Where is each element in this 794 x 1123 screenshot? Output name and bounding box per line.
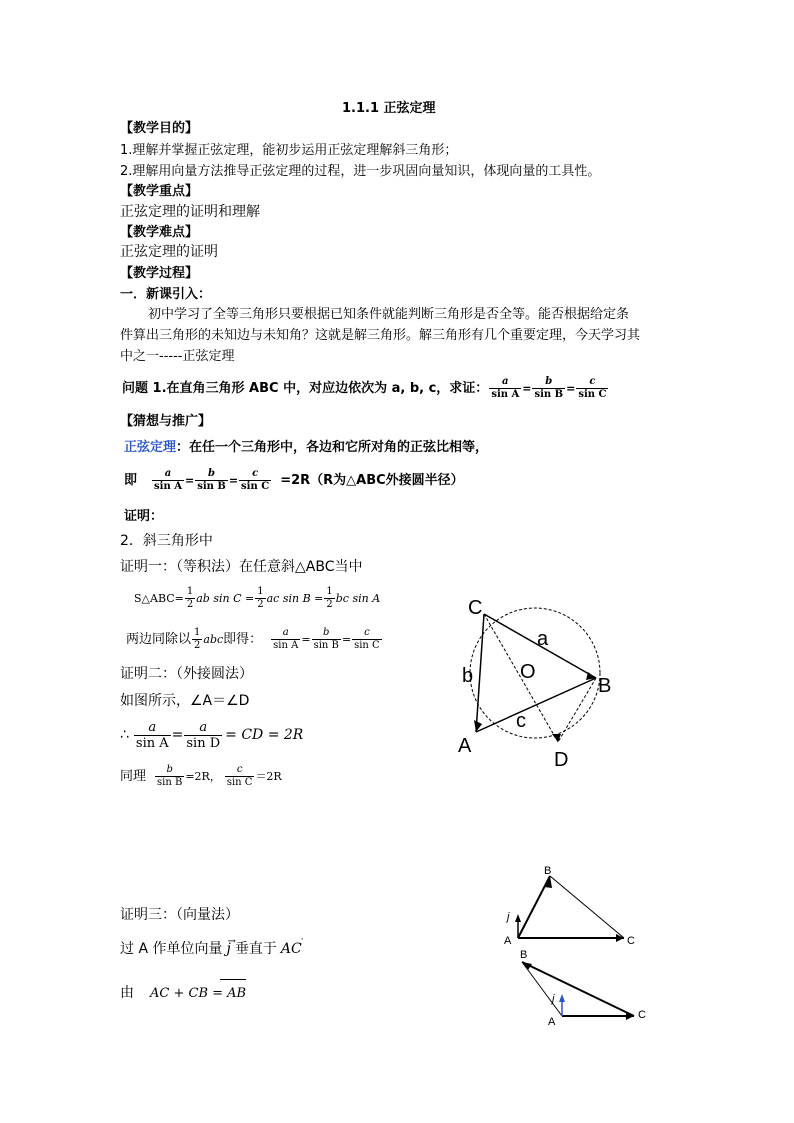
similarly-line [120, 764, 282, 789]
label-a-vertex: A [458, 735, 472, 757]
vector-sum-line [120, 984, 246, 1003]
similarly-text: 同理 [120, 769, 147, 784]
proof-two: 证明二：（外接圆法） [120, 666, 253, 682]
difficult-text: 正弦定理的证明 [120, 244, 218, 260]
area-symbol: S△ABC= [134, 592, 184, 605]
problem-1-text: 问题 1.在直角三角形 ABC 中，对应边依次为 a, b, c，求证： [122, 381, 489, 396]
frac-b-sinB: $\frac{b}{\text{sin B}}$ [197, 468, 226, 492]
label-a-side: a [537, 628, 549, 650]
segment-bd [558, 678, 596, 742]
arrow-head [559, 994, 565, 1002]
equals-sign: = [184, 474, 195, 487]
frac-b-sinB: $\frac{b}{\text{sin B}}$ [534, 376, 564, 400]
theorem-text: ：在任一个三角形中，各边和它所对角的正弦比相等， [176, 440, 489, 455]
intro-line-2: 件算出三角形的未知边与未知角？这就是解三角形。解三角形有几个重要定理，今天学习其 [120, 328, 641, 343]
unit-vector-line [120, 935, 304, 959]
angle-equality: 如图所示，∠A＝∠D [120, 693, 250, 709]
goal-item-1: 1.理解并掌握正弦定理，能初步运用正弦定理解斜三角形； [120, 143, 458, 158]
proof-label: 证明： [124, 509, 164, 524]
de-text: 即得： [223, 632, 263, 647]
frac-b-sinB: $\frac{b}{\text{sin B}}$ [313, 627, 339, 651]
frac-a-sinA: $\frac{a}{\text{sin A}}$ [154, 468, 182, 492]
equals-sign: = [522, 382, 532, 395]
frac-one-half: $\frac{1}{2}$ [326, 586, 333, 610]
frac-a-sinD: $\frac{a}{\text{sin D}}$ [186, 720, 221, 751]
vector-sum: AC + CB = AB [150, 984, 246, 1003]
vector-ab [522, 962, 562, 1016]
frac-one-half: $\frac{1}{2}$ [257, 586, 264, 610]
frac-one-half: $\frac{1}{2}$ [186, 586, 194, 610]
divide-text: 两边同除以 [126, 632, 192, 647]
side-b [476, 614, 484, 732]
page-title: 1.1.1 正弦定理 [342, 101, 436, 116]
theorem-name: 正弦定理 [124, 440, 177, 455]
frac-a-sinA: $\frac{a}{\text{sin A}}$ [273, 627, 299, 651]
equals-sign: = [341, 633, 352, 646]
equals-sign: = [566, 382, 576, 395]
vector-ac: · AC [280, 935, 304, 957]
problem-1 [122, 376, 609, 401]
key-header: 【教学重点】 [120, 184, 199, 199]
frac-c-sinC: $\frac{c}{\text{sin C}}$ [241, 468, 270, 492]
label-c: C [638, 1009, 646, 1021]
frac-one-half: $\frac{1}{2}$ [194, 627, 201, 651]
intro-header: 一．新课引入： [120, 287, 212, 302]
therefore-symbol: ∴ [120, 727, 129, 743]
frac-c-sinC: $\frac{c}{\text{sin C}}$ [226, 764, 253, 788]
vector-bc [550, 876, 624, 938]
label-c-side: c [516, 710, 526, 732]
label-b-side: b [462, 665, 474, 687]
vector-triangle-1 [500, 862, 650, 952]
oblique-heading: 2．斜三角形中 [120, 533, 213, 549]
vector-triangle-2 [510, 948, 660, 1030]
term-ac-sinB: ac sin B = [266, 592, 324, 605]
label-j: j [507, 911, 510, 923]
label-d-point: D [554, 749, 569, 771]
label-a: A [548, 1016, 556, 1028]
goal-item-2: 2.理解用向量方法推导正弦定理的过程，进一步巩固向量知识，体现向量的工具性。 [120, 164, 601, 179]
guess-header: 【猜想与推广】 [120, 414, 212, 429]
term-bc-sinA: bc sin A [335, 592, 381, 605]
eq-2r: ＝2R [255, 770, 282, 783]
vector-cb [522, 962, 634, 1016]
key-text: 正弦定理的证明和理解 [120, 204, 260, 220]
arrow-head [552, 734, 561, 742]
label-b: B [544, 865, 552, 877]
ji-label: 即 [124, 473, 138, 488]
frac-a-sinA-large: $\frac{a}{\text{sin A}}$ [135, 720, 169, 751]
proof-three: 证明三：（向量法） [120, 907, 239, 923]
perp-text: 垂直于 [234, 941, 277, 957]
label-c-vertex: C [468, 597, 483, 619]
you-text: 由 [120, 985, 134, 1001]
equals-sign: = [228, 474, 239, 487]
divide-line [126, 627, 383, 652]
vector-j: → j [226, 936, 236, 957]
intro-line-3: 中之一-----正弦定理 [120, 349, 235, 364]
term-abc: abc [203, 633, 224, 646]
arrow-head [515, 914, 521, 922]
frac-a-sinA: $\frac{a}{\text{sin A}}$ [491, 376, 520, 400]
term-ab-sinC: ab sin C = [196, 592, 255, 605]
frac-c-sinC: $\frac{c}{\text{sin C}}$ [578, 376, 607, 400]
process-header: 【教学过程】 [120, 266, 199, 281]
proof-one: 证明一：（等积法）在任意斜△ABC当中 [120, 559, 363, 575]
label-o-center: O [520, 661, 536, 683]
circumcircle-figure [440, 590, 630, 775]
theorem-formula [124, 468, 464, 493]
therefore-line [120, 720, 303, 751]
frac-b-sinB: $\frac{b}{\text{sin B}}$ [157, 764, 183, 788]
side-c [476, 678, 596, 732]
cd-2r: = CD = 2R [225, 727, 304, 743]
label-c: C [627, 935, 635, 947]
via-a-text: 过 A 作单位向量 [120, 941, 223, 957]
label-b: B [520, 949, 528, 961]
theorem-tail: =2R（R为△ABC外接圆半径） [280, 473, 464, 488]
equals-sign: = [301, 633, 311, 646]
theorem-statement [124, 439, 488, 456]
area-formula [134, 586, 380, 611]
label-a: A [504, 935, 512, 947]
label-j: j [552, 993, 555, 1005]
frac-c-sinC: $\frac{c}{\text{sin C}}$ [354, 627, 380, 651]
difficult-header: 【教学难点】 [120, 225, 199, 240]
equals-sign: = [171, 727, 184, 743]
goal-header: 【教学目的】 [120, 121, 199, 136]
eq-2r: =2R， [185, 770, 221, 783]
intro-line-1: 初中学习了全等三角形只要根据已知条件就能判断三角形是否全等。能否根据给定条 [148, 307, 630, 322]
label-b-vertex: B [598, 675, 612, 697]
